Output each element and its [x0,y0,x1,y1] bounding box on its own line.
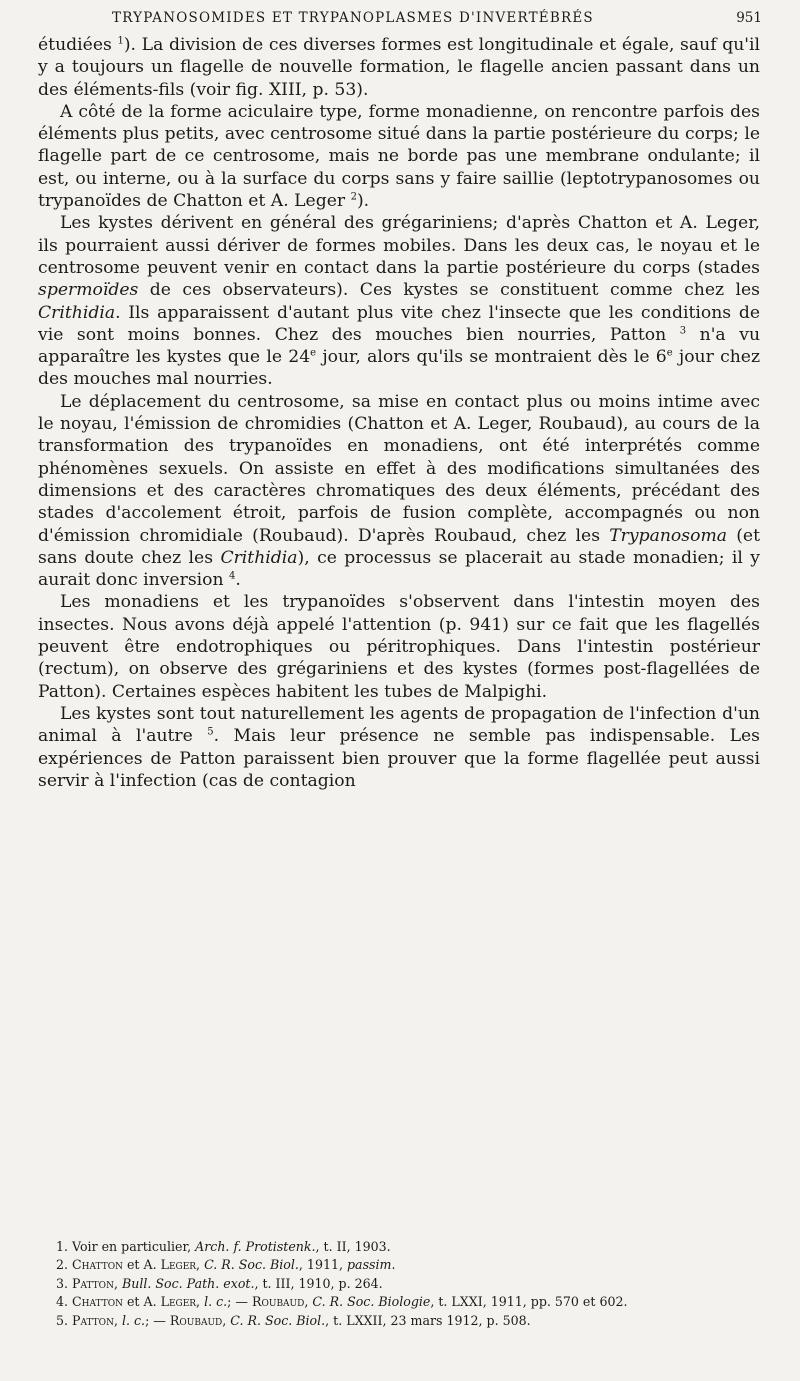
text-segment: 4. [56,1294,73,1310]
text-segment: Chatton [72,1294,123,1310]
text-segment: spermoïdes [38,280,139,301]
footnote-ref: 1 [117,35,124,47]
footnote-ref: 2 [350,191,357,203]
text-segment: Patton [72,1312,114,1328]
footnote-ref: 3 [679,325,687,337]
text-segment: . Ils apparaissent d'autant plus vite chez l'insecte que les conditions de vie sont moins bonnes. Chez des mouches bien nourries, Patton [38,302,760,345]
text-segment: . [235,570,241,591]
text-segment: C. R. Soc. Biol. [204,1257,299,1273]
paragraph [38,591,760,702]
text-segment: , [222,1312,231,1328]
footnote-ref: e [310,347,317,359]
footnote-ref: 5 [207,726,214,738]
text-segment: . Mais leur présence ne semble pas indispensable. Les expériences de Patton paraissent bien prouver que la forme flagellée peut aussi servir à l'infection (cas de contagion [38,726,761,791]
text-segment: jour, alors qu'ils se montraient dès le 6 [316,347,667,368]
footnote [38,1238,760,1256]
footnote-ref: 4 [229,570,236,582]
text-segment: et A. [122,1257,161,1273]
footnote [38,1256,760,1274]
text-segment: Leger [160,1257,197,1273]
text-segment: étudiées [38,35,118,55]
text-segment: C. R. Soc. Biologie [312,1294,431,1310]
text-segment: C. R. Soc. Biol. [230,1312,326,1328]
footnote [38,1312,760,1330]
paragraph [38,212,760,390]
text-segment: , t. LXXI, 1911, pp. 570 et 602. [430,1294,628,1310]
text-segment: ). [356,191,370,212]
body-text [38,34,760,792]
footnote-ref: e [666,347,673,359]
text-segment: Les kystes dérivent en général des grégariniens; d'après Chatton et A. Leger, ils pourraient aussi dériver de formes mobiles. Dans les deux cas, le noyau et le centrosome peuvent venir en contact dans la partie postérieure du corps (stades [38,213,760,278]
text-segment: , [113,1275,122,1291]
text-segment: l. c. [121,1312,146,1328]
text-segment: et A. [122,1294,161,1310]
text-segment: 1. Voir en particulier, [56,1239,196,1254]
text-segment: l. c. [204,1294,228,1310]
text-segment: Crithidia [220,547,298,568]
text-segment: , [196,1257,205,1273]
text-segment: , t. II, 1903. [315,1239,391,1254]
text-segment: 3. [56,1275,73,1291]
text-segment: , t. III, 1910, p. 264. [254,1275,383,1291]
text-segment: ), ce processus se placerait au stade monadien; il y aurait donc inversion [38,547,760,591]
paragraph [38,703,760,792]
text-segment: n'a vu apparaître les kystes que le 24 [38,324,761,368]
text-segment: ). La division de ces diverses formes est longitudinale et égale, sauf qu'il y a toujours un flagelle de nouvelle formation, le flagelle ancien passant dans un des éléments-fils (voir fig. XIII, p. 53). [38,35,760,100]
text-segment: Roubaud [252,1294,305,1310]
text-segment: Trypanosoma [609,525,727,546]
text-segment: Bull. Soc. Path. exot. [121,1275,255,1291]
footnotes [38,1238,760,1330]
text-segment: Crithidia [38,302,116,323]
text-segment: ; — [227,1294,252,1310]
text-segment: , t. LXXII, 23 mars 1912, p. 508. [325,1312,531,1328]
running-header [72,10,762,34]
text-segment: 2. [56,1257,73,1273]
text-segment: Les monadiens et les trypanoïdes s'observent dans l'intestin moyen des insectes. Nous avons déjà appelé l'attention (p. 941) sur ce fait que les flagellés peuvent être endotrophiques ou péritrophiques. Dans l'intestin postérieur (rectum), on observe des grégariniens et des kystes (formes post-flagellées de Patton). Certaines espèces habitent les tubes de Malpighi. [38,592,760,702]
text-segment: . [391,1257,396,1273]
text-segment: , [113,1312,122,1328]
text-segment: Arch. f. Protistenk. [195,1239,316,1254]
paragraph [38,101,760,212]
text-segment: , [196,1294,205,1310]
running-title: TRYPANOSOMIDES ET TRYPANOPLASMES D'INVERTÉBRÉS [112,10,594,26]
text-segment: Roubaud [169,1312,223,1328]
text-segment: ; — [145,1312,170,1328]
text-segment: passim [347,1257,392,1273]
text-segment: 5. [56,1312,73,1328]
paragraph [38,34,760,101]
text-segment: A côté de la forme aciculaire type, forme monadienne, on rencontre parfois des éléments plus petits, avec centrosome situé dans la partie postérieure du corps; le flagelle part de ce centrosome, mais ne borde pas une membrane ondulante; il est, ou interne, ou à la surface du corps sans y faire saillie (leptotrypanosomes ou trypanoïdes de Chatton et A. Leger [38,101,760,212]
text-segment: , 1911, [298,1257,347,1273]
page-number: 951 [736,10,762,26]
text-segment: (et sans doute chez les [38,525,760,568]
text-segment: Leger [160,1294,197,1310]
text-segment: Le déplacement du centrosome, sa mise en contact plus ou moins intime avec le noyau, l'émission de chromidies (Chatton et A. Leger, Roubaud), au cours de la transformation des trypanoïdes en monadiens, ont été interprétés comme phénomènes sexuels. On assiste en effet à des modifications simultanées des dimensions et des caractères chromatiques des deux éléments, précédant des stades d'accolement étroit, parfois de fusion complète, accompagnés ou non d'émission chromidiale (Roubaud). D'après Roubaud, chez les [38,391,760,546]
text-segment: Patton [72,1275,114,1291]
footnote [38,1275,760,1293]
text-segment: de ces observateurs). Ces kystes se constituent comme chez les [138,280,760,301]
paragraph [38,391,760,592]
footnote [38,1293,760,1311]
text-segment: , [304,1294,313,1310]
text-segment: Chatton [72,1257,123,1273]
text-segment: Les kystes sont tout naturellement les agents de propagation de l'infection d'un animal à l'autre [38,703,760,747]
text-segment: jour chez des mouches mal nourries. [38,347,761,390]
